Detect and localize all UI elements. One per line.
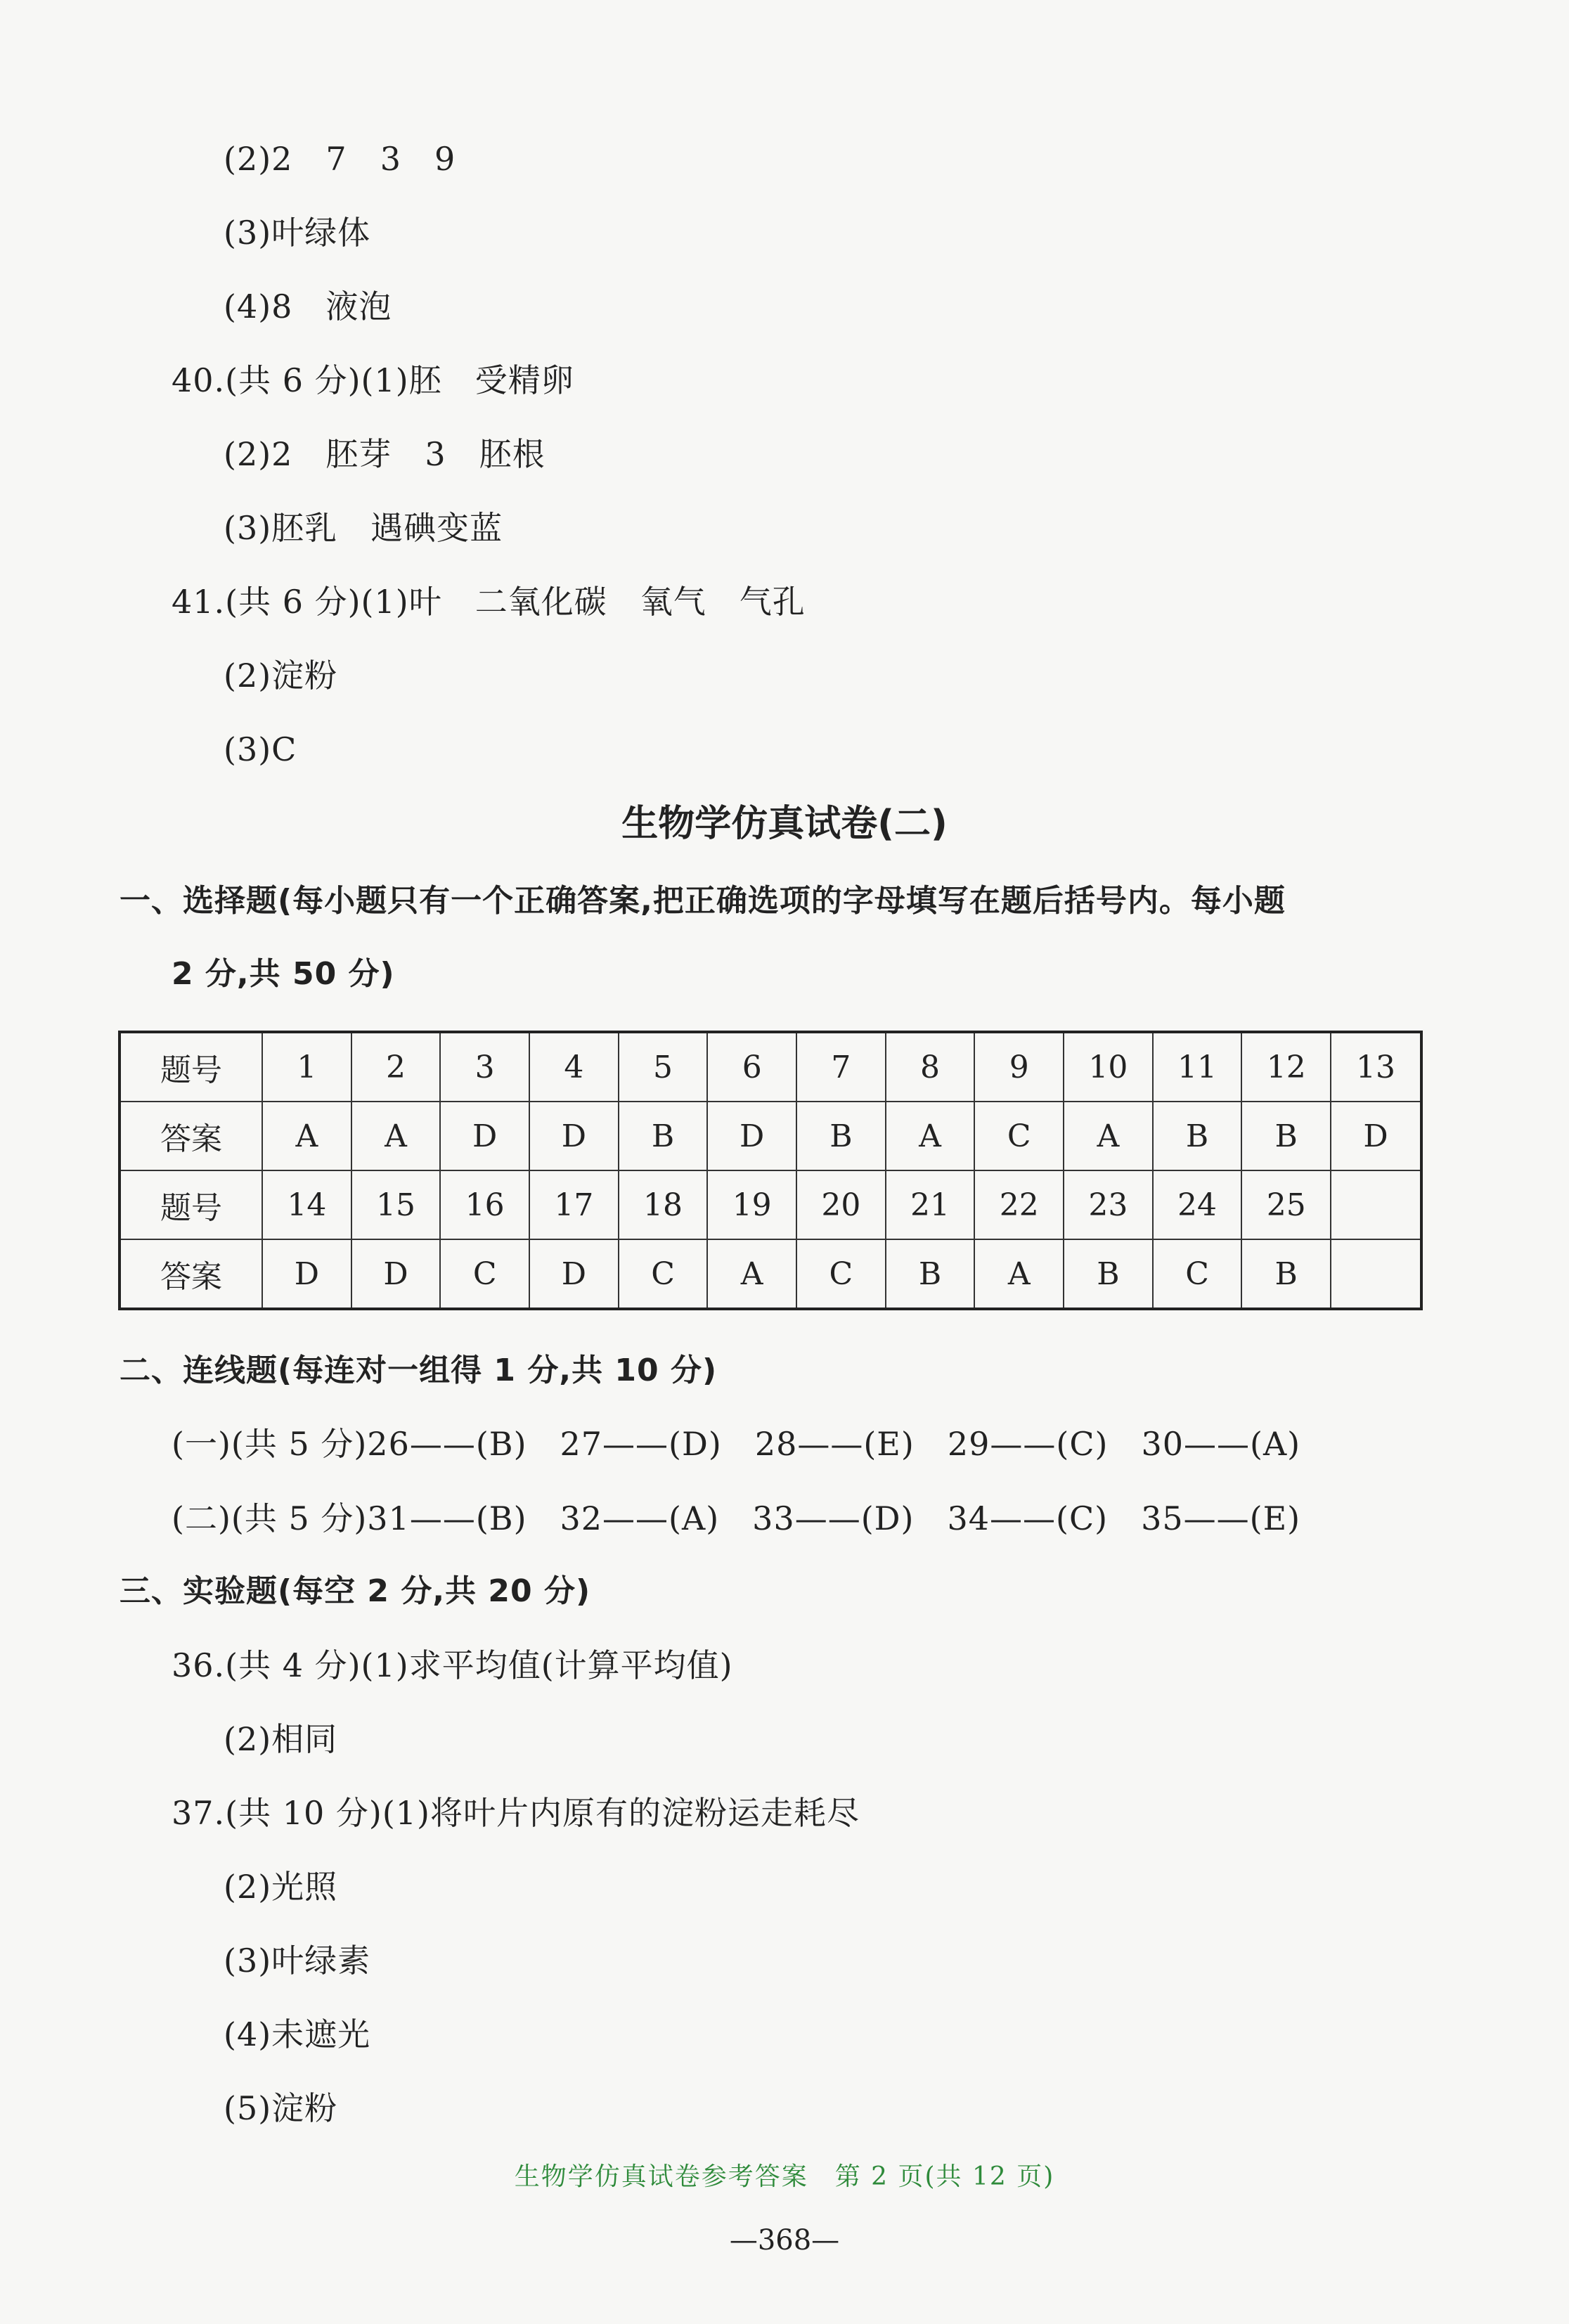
table-cell: 23 xyxy=(1064,1170,1153,1239)
table-cell: A xyxy=(262,1102,351,1170)
matching-part1: (一)(共 5 分)26——(B) 27——(D) 28——(E) 29——(C) 30——(A) xyxy=(172,1425,1301,1463)
table-cell: 14 xyxy=(262,1170,351,1239)
table-cell: B xyxy=(1153,1102,1242,1170)
table-cell: D xyxy=(262,1239,351,1309)
answer-36-1: 36.(共 4 分)(1)求平均值(计算平均值) xyxy=(172,1646,733,1684)
table-cell: C xyxy=(974,1102,1064,1170)
answer-table xyxy=(118,1031,1423,1310)
table-cell: B xyxy=(886,1239,975,1309)
table-cell: 25 xyxy=(1241,1170,1331,1239)
answer-41-1: 41.(共 6 分)(1)叶 二氧化碳 氧气 气孔 xyxy=(172,583,806,621)
answer-41-2: (2)淀粉 xyxy=(224,657,338,695)
table-cell: 12 xyxy=(1241,1032,1331,1102)
table-cell: B xyxy=(1241,1239,1331,1309)
page-footer: 生物学仿真试卷参考答案 第 2 页(共 12 页) xyxy=(514,2162,1055,2191)
answer-row-header: 答案 xyxy=(120,1239,262,1309)
answer-40-2: (2)2 胚芽 3 胚根 xyxy=(224,435,545,473)
answer-39-3: (3)叶绿体 xyxy=(224,214,371,252)
table-cell: 4 xyxy=(529,1032,619,1102)
question-row-header: 题号 xyxy=(120,1170,262,1239)
answer-39-4: (4)8 液泡 xyxy=(224,288,392,325)
answer-40-1: 40.(共 6 分)(1)胚 受精卵 xyxy=(172,361,574,399)
table-cell: C xyxy=(796,1239,886,1309)
table-row xyxy=(120,1102,1421,1170)
answer-40-3: (3)胚乳 遇碘变蓝 xyxy=(224,509,503,547)
table-cell: D xyxy=(529,1239,619,1309)
table-cell: 20 xyxy=(796,1170,886,1239)
page-number: —368— xyxy=(729,2224,840,2257)
table-cell: A xyxy=(1064,1102,1153,1170)
table-cell: C xyxy=(1153,1239,1242,1309)
table-cell: 16 xyxy=(440,1170,529,1239)
table-cell: D xyxy=(707,1102,796,1170)
table-cell: A xyxy=(974,1239,1064,1309)
table-cell: 7 xyxy=(796,1032,886,1102)
table-cell: B xyxy=(1241,1102,1331,1170)
table-cell: 18 xyxy=(619,1170,708,1239)
table-cell: 21 xyxy=(886,1170,975,1239)
table-cell: B xyxy=(796,1102,886,1170)
table-cell: 10 xyxy=(1064,1032,1153,1102)
section1-heading-cont: 2 分,共 50 分) xyxy=(172,956,395,992)
table-cell: 3 xyxy=(440,1032,529,1102)
table-cell: A xyxy=(707,1239,796,1309)
table-cell: 9 xyxy=(974,1032,1064,1102)
section3-heading: 三、实验题(每空 2 分,共 20 分) xyxy=(120,1573,591,1609)
answer-37-5: (5)淀粉 xyxy=(224,2089,338,2127)
answer-36-2: (2)相同 xyxy=(224,1720,338,1758)
table-cell: 6 xyxy=(707,1032,796,1102)
table-cell: 11 xyxy=(1153,1032,1242,1102)
table-cell: 22 xyxy=(974,1170,1064,1239)
table-cell xyxy=(1331,1170,1421,1239)
table-cell: D xyxy=(440,1102,529,1170)
section2-heading: 二、连线题(每连对一组得 1 分,共 10 分) xyxy=(120,1353,718,1388)
table-cell: 5 xyxy=(619,1032,708,1102)
table-cell: A xyxy=(886,1102,975,1170)
answer-37-4: (4)未遮光 xyxy=(224,2015,371,2053)
table-cell: D xyxy=(351,1239,441,1309)
table-cell: D xyxy=(529,1102,619,1170)
table-cell: 24 xyxy=(1153,1170,1242,1239)
table-cell: 19 xyxy=(707,1170,796,1239)
table-cell: B xyxy=(1064,1239,1153,1309)
table-cell: C xyxy=(440,1239,529,1309)
matching-part2: (二)(共 5 分)31——(B) 32——(A) 33——(D) 34——(C) 35——(E) xyxy=(172,1499,1301,1537)
answer-37-1: 37.(共 10 分)(1)将叶片内原有的淀粉运走耗尽 xyxy=(172,1794,860,1832)
section1-heading: 一、选择题(每小题只有一个正确答案,把正确选项的字母填写在题后括号内。每小题 xyxy=(120,883,1286,919)
table-cell: 13 xyxy=(1331,1032,1421,1102)
table-cell xyxy=(1331,1239,1421,1309)
exam-title: 生物学仿真试卷(二) xyxy=(621,803,948,845)
answer-37-2: (2)光照 xyxy=(224,1868,338,1906)
table-cell: 8 xyxy=(886,1032,975,1102)
table-cell: C xyxy=(619,1239,708,1309)
answer-37-3: (3)叶绿素 xyxy=(224,1942,371,1980)
table-cell: 17 xyxy=(529,1170,619,1239)
table-row xyxy=(120,1239,1421,1309)
table-cell: A xyxy=(351,1102,441,1170)
table-cell: B xyxy=(619,1102,708,1170)
answer-row-header: 答案 xyxy=(120,1102,262,1170)
answer-41-3: (3)C xyxy=(224,730,297,768)
table-cell: 1 xyxy=(262,1032,351,1102)
table-row xyxy=(120,1032,1421,1102)
table-cell: D xyxy=(1331,1102,1421,1170)
answer-39-2: (2)2 7 3 9 xyxy=(224,140,456,178)
question-row-header: 题号 xyxy=(120,1032,262,1102)
table-cell: 2 xyxy=(351,1032,441,1102)
table-row xyxy=(120,1170,1421,1239)
table-cell: 15 xyxy=(351,1170,441,1239)
